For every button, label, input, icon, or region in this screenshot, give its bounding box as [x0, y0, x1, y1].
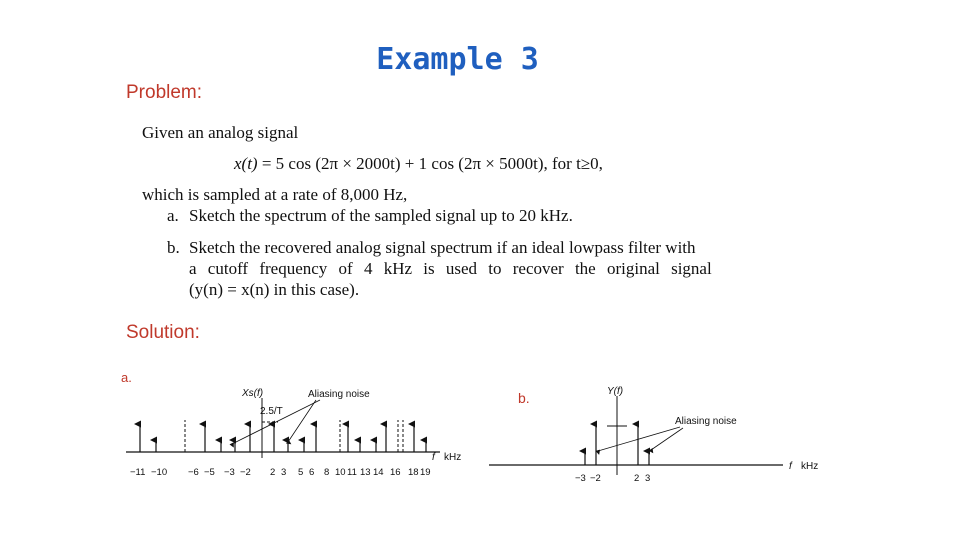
problem-b-line2: a cutoff frequency of 4 kHz is used to recover the original signal	[189, 259, 712, 278]
figure-b-spectrum	[485, 380, 830, 490]
figure-a-ylabel: Xs(f)	[242, 388, 264, 399]
part-b-label: b.	[518, 390, 530, 406]
figure-a-tick: −3	[224, 467, 235, 478]
figure-a-tick: 2	[270, 467, 276, 478]
figure-a-tick: 10	[335, 467, 346, 478]
problem-b-line1: Sketch the recovered analog signal spectrum if an ideal lowpass filter with	[189, 238, 696, 257]
figure-a-tick: −2	[240, 467, 251, 478]
problem-equation	[234, 154, 603, 174]
figure-a-level-label: 2.5/T	[260, 406, 283, 417]
figure-b-axis-unit: kHz	[801, 461, 819, 472]
problem-a-marker: a.	[167, 206, 179, 225]
problem-b-line3: (y(n) = x(n) in this case).	[189, 280, 360, 299]
figure-a-tick: 18	[408, 467, 419, 478]
figure-a-tick: 13	[360, 467, 371, 478]
figure-a-spectrum	[120, 380, 480, 485]
figure-a-tick: 6	[309, 467, 315, 478]
figure-a-tick: −5	[204, 467, 215, 478]
figure-a-tick: 3	[281, 467, 287, 478]
figure-b-tick: −2	[590, 473, 601, 484]
figure-b-tick: −3	[575, 473, 586, 484]
figure-a-noise-label: Aliasing noise	[308, 389, 370, 400]
problem-sampling: which is sampled at a rate of 8,000 Hz,	[142, 185, 408, 204]
figure-b-ylabel: Y(f)	[607, 386, 624, 397]
figure-b-tick: 2	[634, 473, 640, 484]
part-a-label: a.	[121, 370, 132, 385]
problem-label: Problem:	[126, 82, 203, 103]
figure-a-tick: 8	[324, 467, 330, 478]
figure-a-tick: −11	[130, 467, 146, 478]
equation-lhs: x(t)	[234, 154, 258, 173]
figure-b-noise-label: Aliasing noise	[675, 416, 737, 427]
figure-b-axis-f: f	[789, 461, 792, 472]
figure-a-tick: 16	[390, 467, 401, 478]
solution-label: Solution:	[126, 322, 200, 343]
figure-a-tick: −10	[151, 467, 168, 478]
figure-a-axis-f: f	[432, 452, 435, 463]
slide-title: Example 3	[376, 42, 539, 77]
figure-b-noise-pointer	[651, 428, 683, 450]
figure-a-tick: 14	[373, 467, 384, 478]
problem-intro: Given an analog signal	[142, 123, 299, 142]
figure-a-tick: 11	[347, 467, 357, 478]
figure-a-tick: −6	[188, 467, 199, 478]
figure-b-tick: 3	[645, 473, 651, 484]
figure-a-noise-pointer	[288, 400, 316, 442]
problem-b-marker: b.	[167, 238, 180, 257]
figure-a-axis-unit: kHz	[444, 452, 462, 463]
equation-rhs: = 5 cos (2π × 2000t) + 1 cos (2π × 5000t), for t≥0,	[257, 154, 603, 173]
problem-a-text: Sketch the spectrum of the sampled signal up to 20 kHz.	[189, 206, 573, 225]
figure-a-tick: 5	[298, 467, 304, 478]
figure-a-tick: 19	[420, 467, 431, 478]
